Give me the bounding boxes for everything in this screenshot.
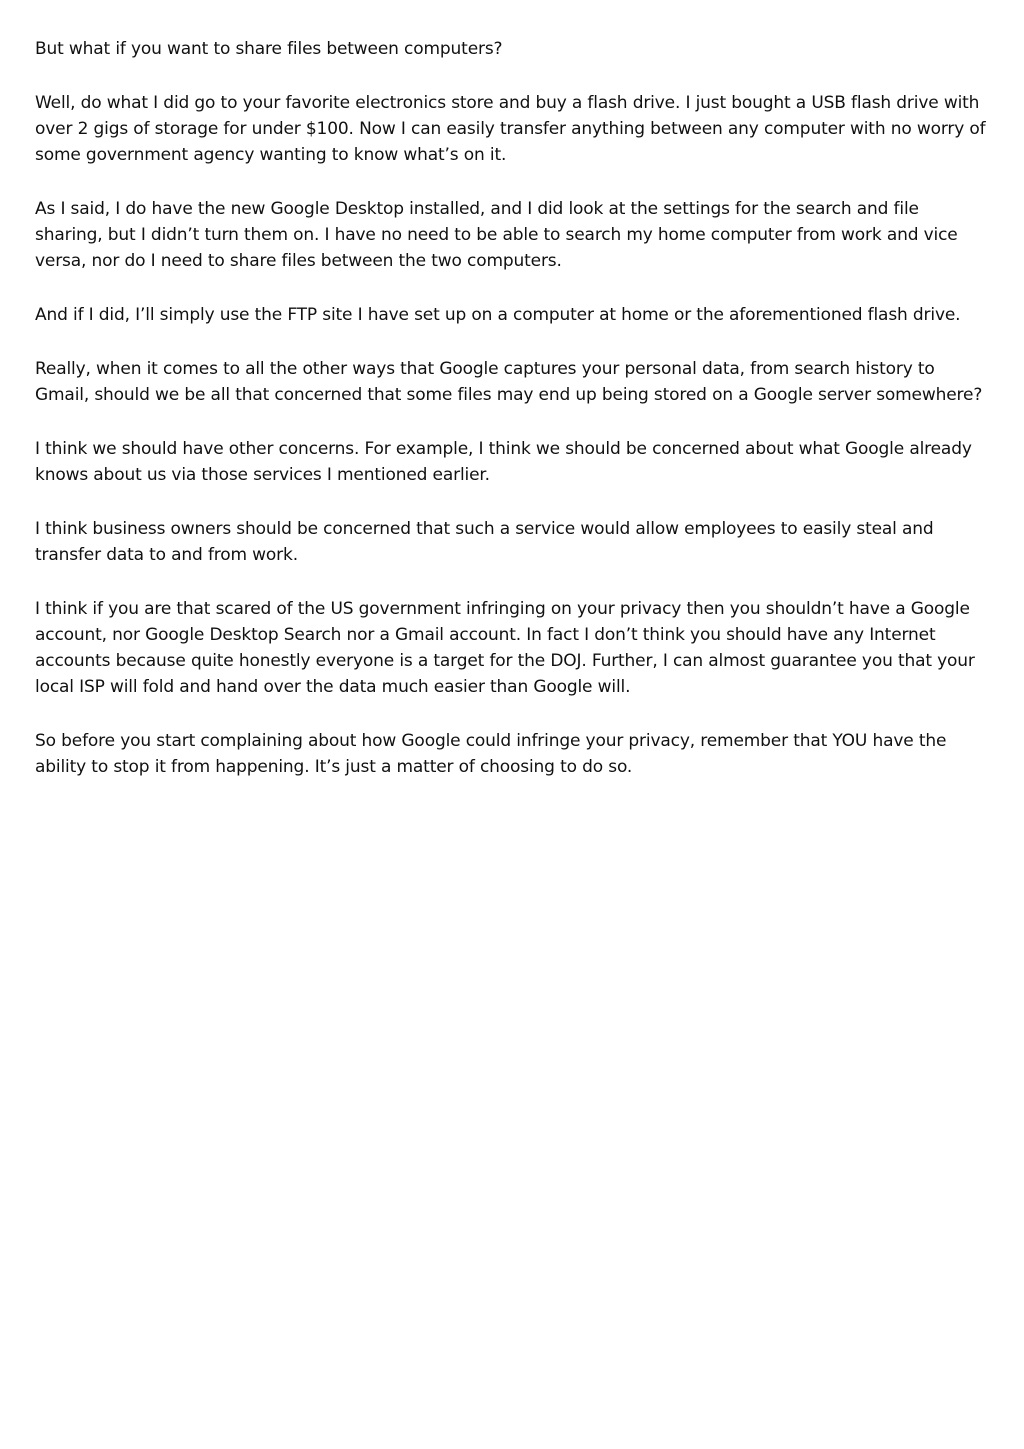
paragraph: So before you start complaining about how Google could infringe your privacy, remember that YOU have the ability to stop it from happening. It’s just a matter of choosing to do so. — [35, 731, 947, 777]
paragraph: Really, when it comes to all the other ways that Google captures your personal data, from search history to Gmail, should we be all that concerned that some files may end up being stored on a Google server somewhere? — [35, 359, 983, 405]
paragraph: As I said, I do have the new Google Desktop installed, and I did look at the settings for the search and file sharing, but I didn’t turn them on. I have no need to be able to search my home computer from work and vice versa, nor do I need to share files between the two computers. — [35, 199, 958, 271]
document-body — [35, 36, 990, 808]
paragraph: I think if you are that scared of the US government infringing on your privacy then you shouldn’t have a Google account, nor Google Desktop Search nor a Gmail account. In fact I don’t think you should have any Internet accounts because quite honestly everyone is a target for the DOJ. Further, I can almost guarantee you that your local ISP will fold and hand over the data much easier than Google will. — [35, 599, 975, 697]
paragraph: I think business owners should be concerned that such a service would allow employees to easily steal and transfer data to and from work. — [35, 519, 934, 565]
paragraph: Well, do what I did go to your favorite electronics store and buy a flash drive. I just bought a USB flash drive with over 2 gigs of storage for under $100. Now I can easily transfer anything between any computer with no worry of some government agency wanting to know what’s on it. — [35, 93, 986, 165]
paragraph: And if I did, I’ll simply use the FTP site I have set up on a computer at home or the aforementioned flash drive. — [35, 305, 961, 325]
paragraph: I think we should have other concerns. For example, I think we should be concerned about what Google already knows about us via those services I mentioned earlier. — [35, 439, 972, 485]
paragraph: But what if you want to share files between computers? — [35, 39, 503, 59]
